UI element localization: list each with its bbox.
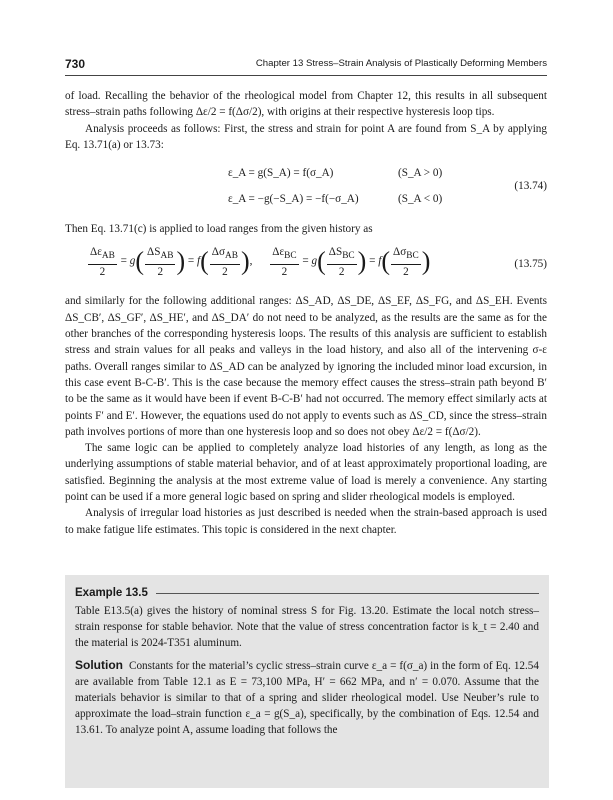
running-header (65, 57, 547, 73)
solution-text: Constants for the material’s cyclic stress–strain curve ε_a = f(σ_a) in the form of Eq. 12.54 are available from Table 12.1 as E = 73,100 MPa, H′ = 662 MPa, and n′ = 0.070. Assume that the materials behavior is similar to that of a spring and slider rheological model. Use Neuber’s rule to approximate the load–strain function ε_a = g(S_a), specifically, by the combination of Eqs. 12.54 and 13.61. To analyze point A, assume loading that follows the (75, 660, 539, 736)
eq-13-74-cond-1: (S_A > 0) (398, 167, 443, 180)
equation-13-74 (65, 161, 547, 215)
running-title: Chapter 13 Stress–Strain Analysis of Plastically Deforming Members (255, 58, 547, 69)
eq-13-74-label: (13.74) (514, 180, 547, 193)
paragraph-6: Analysis of irregular load histories as just described is needed when the strain-based approach is used to make fatigue life estimates. This topic is considered in the next chapter. (65, 507, 547, 536)
eq-13-74-cond-2: (S_A < 0) (398, 193, 443, 206)
paragraph-5: The same logic can be applied to completely analyze load histories of any length, as long as the underlying assumptions of stable material behavior, and of at least approximately proportional loading, are satisfied. Beginning the analysis at the most extreme value of load is merely a convenience. Any starting point can be used if a more general logic based on spring and slider rheological models is employed. (65, 442, 547, 504)
main-text (65, 88, 547, 538)
eq-13-74-line-1: ε_A = g(S_A) = f(σ_A) (228, 167, 334, 180)
solution-paragraph (75, 657, 539, 738)
eq-13-74-line-2: ε_A = −g(−S_A) = −f(−σ_A) (228, 193, 359, 206)
example-title: Example 13.5 (75, 587, 148, 599)
header-rule (65, 75, 547, 76)
equation-13-75 (65, 241, 547, 289)
paragraph-4: and similarly for the following additional ranges: ΔS_AD, ΔS_DE, ΔS_EF, ΔS_FG, and ΔS_EH. Events ΔS_CB′, ΔS_GF′, ΔS_HE′, and ΔS_DA′ do not need to be analyzed, as the results are the same as for the other branches of the corresponding hysteresis loops. The results of this analysis are sufficient to establish stress and strain values for all peaks and valleys in the load history, and also all of the intervening σ-ε paths. Overall ranges similar to ΔS_AD can be analyzed by ignoring the included minor load excursion, in this case event B-C-B′. This is the case because the memory effect causes the stress–strain path beyond B′ to be the same as it would have been if event B-C-B′ had not occurred. The memory effect similarly acts at points F′ and E′. However, the equations used do not apply to events such as ΔS_CD, since the stress–strain path involves portions of more than one hysteresis loop and so does not obey Δε/2 = f(Δσ/2). (65, 295, 547, 438)
paragraph-1: of load. Recalling the behavior of the rheological model from Chapter 12, this results in all subsequent stress–strain paths following Δε/2 = f(Δσ/2), with origins at their respective hysteresis loop tips. (65, 90, 547, 119)
example-box (65, 575, 549, 788)
paragraph-3: Then Eq. 13.71(c) is applied to load ranges from the given history as (65, 223, 373, 236)
paragraph-2: Analysis proceeds as follows: First, the stress and strain for point A are found from S_A by applying Eq. 13.71(a) or 13.73: (65, 122, 547, 151)
page-number: 730 (65, 57, 86, 71)
solution-label: Solution (75, 658, 123, 672)
example-title-rule (156, 593, 539, 594)
eq-13-75-formula: $\frac{\Delta\varepsilon_{AB}}{2}$ = g( $\frac{\Delta S_{AB}}{2}$ ) = f( $\frac{\Delta\sigma_{AB}}{2}$ ), $\frac{\Delta\varepsilon_{BC}}{2}$ = g( $\frac{\Delta S_{BC}}{2}$ ) = f( $\frac{\Delta\sigma_{BC}}{2}$ ) (90, 246, 431, 278)
eq-13-75-label: (13.75) (514, 258, 547, 271)
example-text: Table E13.5(a) gives the history of nominal stress S for Fig. 13.20. Estimate the local notch stress–strain response for stable behavior. Note that the value of stress concentration factor is k_t = 2.40 and the material is 2024-T351 aluminum. (75, 605, 539, 649)
example-title-row (75, 585, 539, 601)
